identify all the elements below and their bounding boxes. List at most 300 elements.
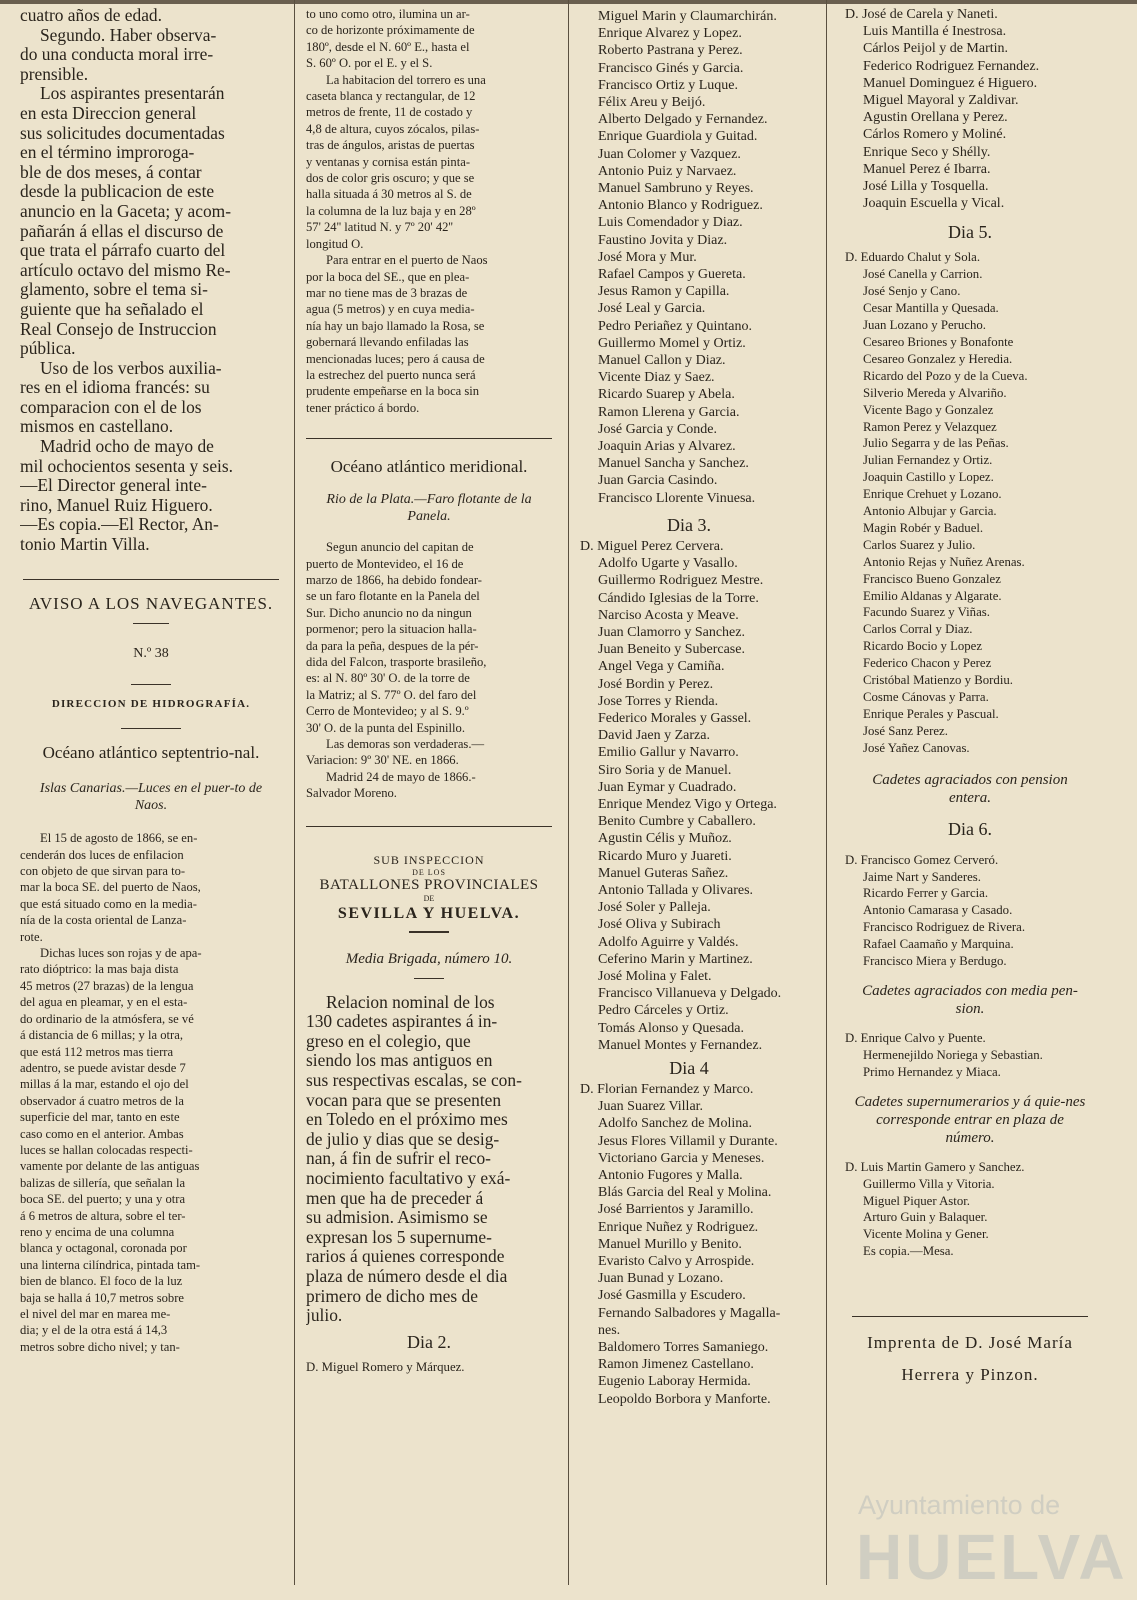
text-line: el nivel del mar en marea me- — [20, 1307, 171, 1321]
cadet-name: Vicente Molina y Gener. — [863, 1227, 989, 1242]
cadet-name: Magin Robér y Baduel. — [863, 520, 984, 535]
text-line: del agua en pleamar, y en el esta- — [20, 995, 188, 1010]
cadet-name: Jesus Flores Villamil y Durante. — [598, 1133, 778, 1149]
text-line: anuncio en la Gaceta; y acom- — [20, 200, 231, 221]
cadet-name: José Soler y Palleja. — [598, 900, 711, 916]
cadet-name: Federico Rodriguez Fernandez. — [863, 58, 1040, 74]
cadet-name: Ricardo Ferrer y Garcia. — [863, 886, 989, 901]
cadet-name: José Mora y Mur. — [598, 249, 697, 265]
cadet-name: Miguel Mayoral y Zaldivar. — [863, 93, 1019, 109]
imprenta-line: Herrera y Pinzon. — [901, 1365, 1039, 1385]
cadet-name: Cesareo Gonzalez y Heredia. — [863, 351, 1013, 366]
batallones-heading: BATALLONES PROVINCIALES — [319, 876, 539, 893]
cadet-name: Ramon Perez y Velazquez — [863, 419, 997, 434]
cadet-name: José Barrientos y Jaramillo. — [598, 1202, 754, 1218]
text-line: pormenor; pero la situacion halla- — [306, 622, 477, 637]
text-line: comparacion con el de los — [20, 396, 202, 417]
text-line: Variacion: 9º 30' NE. en 1866. — [306, 753, 459, 768]
text-line: Las demoras son verdaderas.— — [326, 737, 485, 752]
text-line: sus solicitudes documentadas — [20, 122, 225, 143]
section-heading: Océano atlántico septentrio-nal. — [42, 742, 260, 762]
text-line: —Es copia.—El Rector, An- — [20, 514, 219, 535]
cadet-name: Ramon Llerena y Garcia. — [598, 404, 740, 420]
cadet-name: Francisco Rodriguez de Rivera. — [863, 920, 1026, 935]
text-line: res en el idioma francés: su — [20, 377, 210, 398]
dia-3-heading: Dia 3. — [667, 514, 711, 535]
cadet-name: Roberto Pastrana y Perez. — [598, 43, 743, 59]
text-line: rarios á quienes corresponde — [306, 1246, 505, 1267]
cadet-name: Blás Garcia del Real y Molina. — [598, 1185, 772, 1201]
cadet-name: Guillermo Rodriguez Mestre. — [598, 573, 764, 589]
imprenta-line: Imprenta de D. José María — [867, 1333, 1073, 1353]
cadet-name: Ricardo Bocio y Lopez — [863, 639, 983, 654]
cadet-name: Agustin Orellana y Perez. — [863, 110, 1008, 126]
text-line: dia; y el de la otra está á 14,3 — [20, 1323, 168, 1338]
text-line: nía hay un bajo llamado la Rosa, se — [306, 318, 485, 333]
dia-4-heading: Dia 4 — [669, 1057, 709, 1078]
text-line: expresan los 5 supernume- — [306, 1226, 492, 1247]
cadet-name: Antonio Fugores y Malla. — [598, 1168, 743, 1183]
cadet-name: Juan Suarez Villar. — [598, 1099, 704, 1115]
text-line: cenderán dos luces de enfilacion — [20, 847, 184, 862]
cadet-name: Silverio Mereda y Alvariño. — [863, 385, 1007, 400]
text-line: por la boca del SE., que en plea- — [306, 269, 470, 284]
cadet-name: Francisco Villanueva y Delgado. — [598, 986, 782, 1002]
cadet-name: Pedro Periañez y Quintano. — [598, 318, 752, 334]
text-line: reno y encima de una columna — [20, 1224, 175, 1239]
media-brigada-heading: Media Brigada, número 10. — [345, 950, 513, 967]
column-rule — [294, 0, 295, 1585]
text-line: de julio y dias que se desig- — [306, 1128, 500, 1149]
divider — [852, 1316, 1088, 1317]
cadet-name: Jaime Nart y Sanderes. — [863, 869, 981, 884]
divider — [414, 978, 444, 979]
cadet-name: Adolfo Aguirre y Valdés. — [598, 934, 739, 950]
column-2 — [306, 0, 552, 1600]
text-line: que está situado como en la media- — [20, 896, 197, 911]
cadet-name: Julian Fernandez y Ortiz. — [863, 453, 993, 468]
cadet-name: José Canella y Carrion. — [863, 267, 983, 282]
text-line: nía de la costa oriental de Lanza- — [20, 913, 187, 928]
cadet-name: Narciso Acosta y Meave. — [598, 607, 739, 623]
cadet-name: Benito Cumbre y Caballero. — [598, 814, 756, 830]
sub-inspeccion-heading: SUB INSPECCION — [373, 852, 485, 867]
cadet-name: Antonio Camarasa y Casado. — [863, 903, 1013, 918]
text-line: La habitacion del torrero es una — [326, 72, 486, 87]
text-line: adentro, se puede avistar desde 7 — [20, 1060, 186, 1075]
text-line: Los aspirantes presentarán — [40, 83, 225, 104]
cadet-name: Siro Soria y de Manuel. — [598, 762, 732, 778]
cadet-name: Ricardo Muro y Juareti. — [598, 848, 732, 864]
text-line: á distancia de 6 millas; y la otra, — [20, 1028, 183, 1043]
text-line: rote. — [20, 929, 43, 944]
text-line: en Toledo en el próximo mes — [306, 1109, 508, 1130]
cadet-name: Faustino Jovita y Diaz. — [598, 232, 728, 248]
cadet-name: D. Eduardo Chalut y Sola. — [845, 250, 981, 265]
cadet-name: Ricardo Suarep y Abela. — [598, 387, 735, 403]
ornament — [409, 931, 449, 933]
cadet-name: José Gasmilla y Escudero. — [598, 1288, 746, 1304]
cadet-name: Ceferino Marin y Martinez. — [598, 951, 753, 967]
text-line: men que ha de preceder á — [306, 1187, 484, 1208]
text-line: greso en el colegio, que — [306, 1030, 471, 1051]
cadet-name: Manuel Sambruno y Reyes. — [598, 181, 754, 197]
text-line: 57' 24'' latitud N. y 7º 20' 42'' — [306, 220, 453, 235]
cadet-name: Cesar Mantilla y Quesada. — [863, 301, 999, 316]
text-line: El 15 de agosto de 1866, se en- — [40, 831, 198, 846]
text-line: la columna de la luz baja y en 28º — [306, 203, 476, 218]
text-line: 4,8 de altura, cuyos zócalos, pilas- — [306, 121, 480, 136]
cadet-name: Luis Mantilla é Inestrosa. — [863, 24, 1007, 40]
divider — [131, 684, 171, 685]
text-line: caseta blanca y rectangular, de 12 — [306, 89, 476, 104]
cadet-name: José Garcia y Conde. — [598, 421, 717, 437]
text-line: to uno como otro, ilumina un ar- — [306, 7, 470, 21]
cadet-name: Juan Colomer y Vazquez. — [598, 146, 741, 162]
text-line: 45 metros (27 brazas) de la lengua — [20, 978, 194, 993]
cadet-name: Jesus Ramon y Capilla. — [598, 284, 730, 300]
text-line: puerto de Montevideo, el 16 de — [306, 556, 464, 571]
text-line: mil ochocientos sesenta y seis. — [20, 455, 233, 476]
text-line: balizas de sillería, que señalan la — [20, 1175, 186, 1190]
text-line: ble de dos meses, á contar — [20, 161, 202, 182]
text-line: pañarán á ellas el discurso de — [20, 220, 224, 241]
text-line: guiente que ha señalado el — [20, 298, 204, 319]
watermark-text: Ayuntamiento de — [858, 1490, 1061, 1520]
cadet-name: Baldomero Torres Samaniego. — [598, 1340, 769, 1356]
column-1 — [20, 0, 282, 1600]
text-line: Sur. Dicho anuncio no da ningun — [306, 605, 472, 620]
cadet-name: D. Francisco Gomez Cerveró. — [845, 852, 999, 867]
cadet-name: Manuel Guteras Sañez. — [598, 865, 729, 881]
cadetes-supernumerarios-heading: Cadetes supernumerarios y á quie-nes corresponde entrar en plaza de número. — [854, 1093, 1086, 1146]
text-line: tonio Martin Villa. — [20, 534, 150, 555]
direccion-heading: DIRECCION DE HIDROGRAFÍA. — [51, 697, 251, 710]
cadet-name: Cristóbal Matienzo y Bordiu. — [863, 673, 1013, 688]
cadet-name: Adolfo Sanchez de Molina. — [598, 1116, 752, 1132]
subsection-heading: Rio de la Plata.—Faro flotante de la Panela. — [326, 492, 532, 525]
relacion-text — [306, 993, 552, 1326]
cadet-name: Enrique Seco y Shélly. — [863, 144, 991, 160]
text-line: se un faro flotante en la Panela del — [306, 589, 480, 604]
text-line: vocan para que se presenten — [306, 1089, 502, 1110]
cadet-name: Carlos Suarez y Julio. — [863, 537, 976, 552]
cadet-name: Fernando Salbadores y Magalla- — [598, 1305, 781, 1321]
text-line: S. 60º O. por el E. y el S. — [306, 56, 433, 71]
cadet-name: Rafael Campos y Guereta. — [598, 267, 746, 283]
divider — [121, 728, 181, 729]
text-line: prensible. — [20, 63, 89, 84]
text-line: julio. — [306, 1305, 343, 1326]
divider — [133, 623, 169, 624]
cadet-name: Antonio Tallada y Olivares. — [598, 882, 754, 898]
column-rule — [568, 0, 569, 1585]
text-line: mar la boca SE. del puerto de Naos, — [20, 880, 201, 895]
cadet-name: Hermenejildo Noriega y Sebastian. — [863, 1047, 1043, 1062]
cadet-name: Antonio Blanco y Rodriguez. — [598, 198, 763, 214]
text-line: que trata el párrafo cuarto del — [20, 240, 226, 261]
text-line: es: al N. 80º 30' O. de la torre de — [306, 671, 470, 686]
cadet-name: nes. — [598, 1322, 621, 1338]
cadet-name: Tomás Alonso y Quesada. — [598, 1020, 745, 1036]
text-line: baja se halla á 10,7 metros sobre — [20, 1290, 185, 1305]
cadet-name: Carlos Corral y Diaz. — [863, 622, 973, 637]
cadet-name: D. Miguel Romero y Márquez. — [306, 1359, 465, 1374]
cadet-name: Emilio Gallur y Navarro. — [598, 745, 739, 761]
text-line: primero de dicho mes de — [306, 1285, 478, 1306]
text-line: y ventanas y cornisa están pinta- — [306, 154, 471, 169]
text-line: rato dióptrico: la mas baja dista — [20, 962, 179, 977]
text-line: Dichas luces son rojas y de apa- — [40, 946, 202, 961]
text-line: boca SE. del puerto; y una y otra — [20, 1192, 186, 1207]
cadet-name: Manuel Murillo y Benito. — [598, 1236, 742, 1252]
text-line: su admision. Asimismo se — [306, 1207, 488, 1228]
text-line: en el término improroga- — [20, 142, 195, 163]
cadet-name: Victoriano Garcia y Meneses. — [598, 1150, 765, 1166]
cadet-name: Manuel Callon y Diaz. — [598, 353, 726, 369]
text-line: Madrid 24 de mayo de 1866.- — [326, 769, 476, 784]
text-line: superficie del mar, tanto en este — [20, 1110, 180, 1125]
cadet-name: Federico Morales y Gassel. — [598, 710, 752, 726]
text-line: la Matriz; al S. 77º O. del faro del — [306, 687, 477, 702]
text-line: gobernará llevando enfiladas las — [306, 335, 469, 350]
cadet-name: Antonio Albujar y Garcia. — [863, 504, 997, 519]
text-line: mismos en castellano. — [20, 416, 174, 437]
text-line: Uso de los verbos auxilia- — [40, 357, 222, 378]
cadet-name: Enrique Guardiola y Guitad. — [598, 129, 758, 145]
naos-text-continued — [306, 6, 552, 416]
cadet-list — [580, 1081, 798, 1408]
aviso-heading: AVISO A LOS NAVEGANTES. — [28, 593, 274, 613]
cadet-name: Manuel Montes y Fernandez. — [598, 1037, 763, 1053]
cadet-name: Cárlos Romero y Moliné. — [863, 127, 1007, 143]
text-line: 180º, desde el N. 60º E., hasta el — [306, 39, 470, 54]
cadet-list — [580, 538, 798, 1054]
cadet-name: José Sanz Perez. — [863, 723, 948, 738]
text-line: Segun anuncio del capitan de — [326, 540, 474, 555]
text-line: tras de ángulos, aristas de puertas — [306, 138, 475, 153]
text-line: bien de blanco. El foco de la luz — [20, 1274, 183, 1289]
cadet-name: Joaquin Castillo y Lopez. — [863, 470, 994, 485]
cadet-name: José Molina y Falet. — [598, 968, 712, 984]
plata-text — [306, 539, 552, 802]
cadet-name: Luis Comendador y Diaz. — [598, 215, 743, 231]
cadet-name: Federico Chacon y Perez — [863, 656, 992, 671]
cadet-name: Pedro Cárceles y Ortiz. — [598, 1003, 729, 1019]
text-line: prudente empeñarse en la boca sin — [306, 384, 480, 399]
cadet-name: Juan Eymar y Cuadrado. — [598, 779, 737, 795]
text-line: co de horizonte próximamente de — [306, 23, 475, 38]
cadet-name: Alberto Delgado y Fernandez. — [598, 112, 768, 128]
text-line: Relacion nominal de los — [326, 991, 495, 1012]
text-line: siendo los mas antiguos en — [306, 1050, 493, 1071]
text-line: observador á cuatro metros de la — [20, 1093, 185, 1108]
column-4 — [845, 0, 1095, 1600]
column-rule — [826, 0, 827, 1585]
text-line: luces se hallan colocadas respecti- — [20, 1142, 193, 1157]
section-heading: Océano atlántico meridional. — [330, 457, 528, 477]
text-line: —El Director general inte- — [20, 475, 207, 496]
cadet-name: Enrique Crehuet y Lozano. — [863, 487, 1002, 502]
sevilla-huelva-heading: SEVILLA Y HUELVA. — [337, 904, 521, 922]
cadet-name: Emilio Aldanas y Algarate. — [863, 588, 1002, 603]
cadet-list — [580, 8, 798, 507]
cadet-name: Cosme Cánovas y Parra. — [863, 690, 989, 704]
cadet-list — [845, 6, 1095, 212]
text-line: en esta Direccion general — [20, 102, 197, 123]
cadet-name: Facundo Suarez y Viñas. — [863, 605, 990, 620]
text-line: Real Consejo de Instruccion — [20, 318, 217, 339]
divider — [306, 826, 552, 827]
cadet-name: Agustin Célis y Muñoz. — [598, 831, 732, 847]
cadet-name: Francisco Ortiz y Luque. — [598, 77, 738, 93]
subsection-heading: Islas Canarias.—Luces en el puer-to de Naos. — [39, 781, 263, 814]
cadet-name: David Jaen y Zarza. — [598, 728, 710, 744]
cadet-name: D. Florian Fernandez y Marco. — [580, 1081, 754, 1097]
cadet-name: Juan Lozano y Perucho. — [863, 318, 986, 333]
text-line: millas á la mar, estando el ojo del — [20, 1077, 189, 1092]
text-line: la estrechez del puerto nunca será — [306, 367, 476, 382]
cadet-name: Evaristo Calvo y Arrospide. — [598, 1254, 755, 1270]
cadet-name: José Lilla y Tosquella. — [863, 179, 989, 195]
text-line: artículo octavo del mismo Re- — [20, 259, 231, 280]
cadet-name: Rafael Caamaño y Marquina. — [863, 937, 1014, 952]
text-line: pública. — [20, 338, 76, 359]
cadetes-pension-heading: Cadetes agraciados con pension entera. — [872, 771, 1068, 806]
text-line: desde la publicacion de este — [20, 181, 215, 202]
cadet-name: Cárlos Peijol y de Martin. — [863, 41, 1009, 57]
cadet-name: José Bordin y Perez. — [598, 676, 714, 692]
cadet-name: Juan Clamorro y Sanchez. — [598, 624, 745, 640]
text-line: con objeto de que sirvan para to- — [20, 864, 186, 879]
text-line: vamente por delante de las antiguas — [20, 1159, 200, 1174]
cadetes-media-heading: Cadetes agraciados con media pen-sion. — [862, 982, 1078, 1017]
text-line: que está 112 metros mas tierra — [20, 1044, 174, 1059]
text-line: da para la peña, despues de la pér- — [306, 638, 479, 653]
cadet-name: Francisco Llorente Vinuesa. — [598, 490, 756, 506]
cadet-name: Vicente Diaz y Saez. — [598, 370, 715, 386]
text-line: 130 cadetes aspirantes á in- — [306, 1011, 498, 1032]
text-line: agua (5 metros) y en cuya media- — [306, 302, 475, 317]
text-line: mar no tiene mas de 3 brazas de — [306, 285, 468, 300]
text-line: metros sobre dicho nivel; y tan- — [20, 1339, 180, 1354]
text-line: Segundo. Haber observa- — [40, 24, 217, 45]
cadet-name: D. Enrique Calvo y Puente. — [845, 1030, 986, 1045]
convocatoria-text — [20, 6, 282, 555]
dia-5-heading: Dia 5. — [948, 222, 992, 243]
text-line: á 6 metros de altura, sobre el ter- — [20, 1208, 186, 1223]
cadet-name: Leopoldo Borbora y Manforte. — [598, 1391, 771, 1407]
divider — [23, 579, 279, 580]
cadet-list — [845, 1159, 1095, 1260]
cadet-name: Ramon Jimenez Castellano. — [598, 1357, 754, 1373]
cadet-name: D. Luis Martin Gamero y Sanchez. — [845, 1159, 1025, 1174]
cadet-name: Adolfo Ugarte y Vasallo. — [598, 556, 738, 572]
text-line: una linterna cilíndrica, pintada tam- — [20, 1257, 201, 1272]
cadet-name: Es copia.—Mesa. — [863, 1244, 954, 1259]
cadet-name: Eugenio Laboray Hermida. — [598, 1374, 751, 1390]
text-line: nan, á fin de sufrir el reco- — [306, 1148, 491, 1169]
cadet-name: Joaquin Escuella y Vical. — [863, 196, 1005, 212]
cadet-name: Francisco Bueno Gonzalez — [863, 571, 1001, 586]
cadet-name: Francisco Ginés y Garcia. — [598, 60, 744, 76]
cadet-name: José Leal y Garcia. — [598, 301, 706, 317]
cadet-name: Vicente Bago y Gonzalez — [863, 402, 994, 417]
cadet-name: Enrique Alvarez y Lopez. — [598, 26, 742, 42]
text-line: dos de color gris oscuro; y que se — [306, 171, 475, 186]
cadet-name: D. Miguel Perez Cervera. — [580, 538, 724, 554]
text-line: sus respectivas escalas, se con- — [306, 1070, 522, 1091]
cadet-name: Manuel Perez é Ibarra. — [863, 161, 991, 177]
cadet-name: Guillermo Momel y Ortiz. — [598, 335, 746, 351]
text-line: nocimiento facultativo y exá- — [306, 1168, 511, 1188]
text-line: cuatro años de edad. — [20, 5, 162, 25]
column-3 — [580, 0, 798, 1600]
cadet-name: Miguel Marin y Claumarchirán. — [598, 9, 777, 24]
dia-6-heading: Dia 6. — [948, 818, 992, 839]
text-line: mencionadas luces; pero á causa de — [306, 351, 485, 366]
dia-2-heading: Dia 2. — [407, 1331, 451, 1352]
cadet-name: Cesareo Briones y Bonafonte — [863, 334, 1014, 349]
cadet-name: Angel Vega y Camiña. — [598, 659, 725, 675]
text-line: dida del Falcon, trasporte brasileño, — [306, 655, 487, 669]
cadet-name: Antonio Puiz y Narvaez. — [598, 163, 737, 179]
heading-connector: DE — [423, 893, 435, 903]
cadet-name: Enrique Nuñez y Rodriguez. — [598, 1219, 759, 1235]
cadet-name: José Yañez Canovas. — [863, 740, 970, 755]
text-line: glamento, sobre el tema si- — [20, 279, 208, 300]
cadet-name: Manuel Dominguez é Higuero. — [863, 75, 1038, 91]
cadet-name: Juan Garcia Casindo. — [598, 473, 718, 489]
cadet-name: Félix Areu y Beijó. — [598, 95, 706, 111]
cadet-name: Cándido Iglesias de la Torre. — [598, 590, 759, 606]
text-line: Para entrar en el puerto de Naos — [326, 253, 488, 268]
text-line: 30' O. de la punta del Espinillo. — [306, 720, 465, 735]
cadet-name: Francisco Miera y Berdugo. — [863, 954, 1007, 969]
cadet-name: Juan Beneito y Subercase. — [598, 642, 745, 658]
cadet-name: Primo Hernandez y Miaca. — [863, 1064, 1001, 1079]
cadet-name: Antonio Rejas y Nuñez Arenas. — [863, 554, 1025, 569]
cadet-name: Miguel Piquer Astor. — [863, 1193, 970, 1208]
cadet-name: Guillermo Villa y Vitoria. — [863, 1176, 995, 1191]
cadet-name: Manuel Sancha y Sanchez. — [598, 456, 749, 472]
text-line: Madrid ocho de mayo de — [40, 436, 214, 457]
cadet-name: D. José de Carela y Naneti. — [845, 7, 998, 22]
text-line: rino, Manuel Ruiz Higuero. — [20, 494, 213, 515]
cadet-name: José Oliva y Subirach — [598, 917, 721, 933]
text-line: tener práctico á bordo. — [306, 400, 420, 415]
cadet-name: Enrique Perales y Pascual. — [863, 706, 999, 721]
text-line: Salvador Moreno. — [306, 786, 397, 801]
cadet-list — [845, 249, 1095, 756]
text-line: metros de frente, 11 de costado y — [306, 105, 473, 120]
text-line: blanca y octagonal, coronada por — [20, 1241, 187, 1256]
text-line: marzo de 1866, ha debido fondear- — [306, 572, 482, 587]
cadet-list — [845, 1030, 1095, 1081]
divider — [306, 438, 552, 439]
text-line: caso como en el anterior. Ambas — [20, 1126, 184, 1141]
cadet-name: Julio Segarra y de las Peñas. — [863, 436, 1009, 451]
heading-connector: DE LOS — [412, 867, 446, 877]
watermark-title: HUELVA — [856, 1521, 1128, 1593]
cadet-name: Joaquin Arias y Alvarez. — [598, 439, 736, 455]
naos-text — [20, 830, 282, 1355]
cadet-list — [845, 852, 1095, 970]
text-line: longitud O. — [306, 236, 364, 251]
cadet-name: Jose Torres y Rienda. — [598, 693, 719, 709]
cadet-name: Enrique Mendez Vigo y Ortega. — [598, 796, 777, 812]
text-line: Cerro de Montevideo; y al S. 9.º — [306, 704, 469, 719]
